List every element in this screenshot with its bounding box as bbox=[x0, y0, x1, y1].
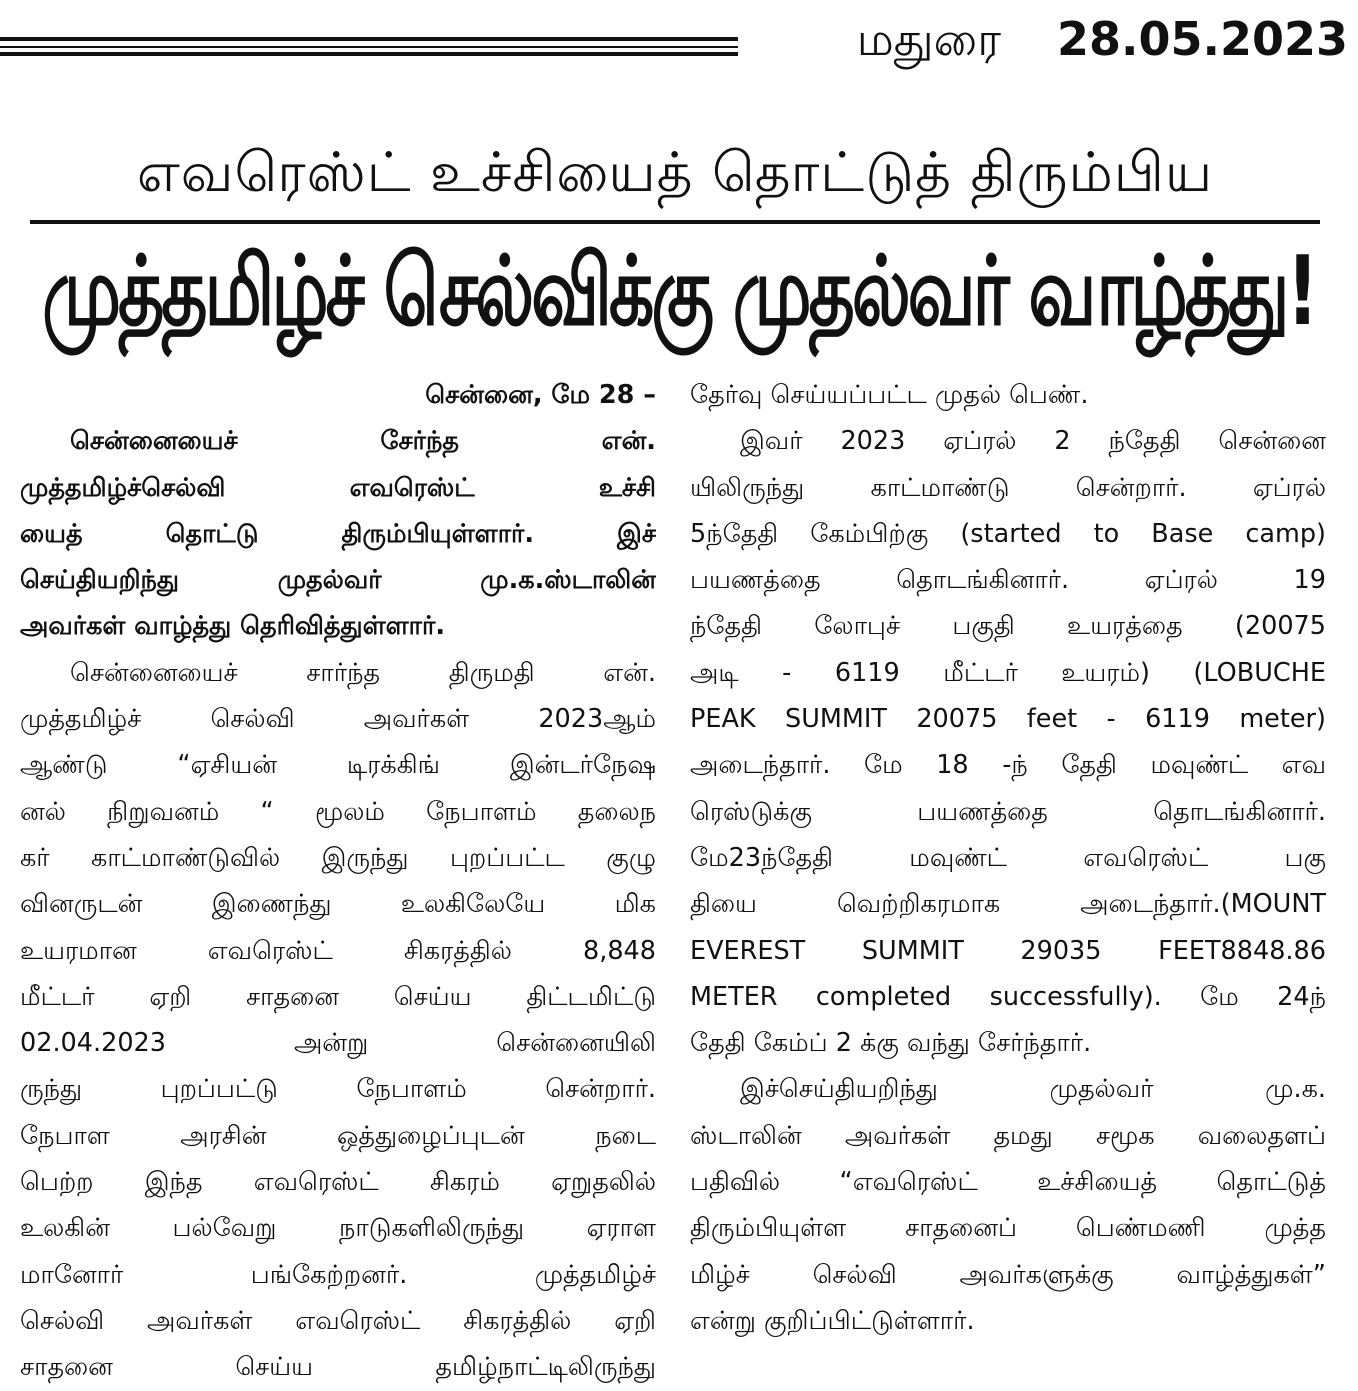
article-line: சென்னையைச் சேர்ந்த என். bbox=[70, 426, 656, 457]
article-line: மிழ்ச் செல்வி அவர்களுக்கு வாழ்த்துகள்” bbox=[690, 1259, 1326, 1290]
article-line: ருந்து புறப்பட்டு நேபாளம் சென்றார். bbox=[20, 1074, 656, 1105]
article-line: கர் காட்மாண்டுவில் இருந்து புறப்பட்ட குழு bbox=[20, 842, 656, 873]
masthead bbox=[0, 0, 1358, 90]
article-line: ஆண்டு “ஏசியன் டிரக்கிங் இன்டர்நேஷ bbox=[20, 750, 656, 781]
masthead-rule bbox=[0, 52, 738, 56]
article-line: உயரமான எவரெஸ்ட் சிகரத்தில் 8,848 bbox=[20, 935, 656, 966]
article-line: அடைந்தார். மே 18 -ந் தேதி மவுண்ட் எவ bbox=[690, 750, 1326, 781]
edition-date: 28.05.2023 bbox=[1056, 12, 1348, 66]
article-line: திரும்பியுள்ள சாதனைப் பெண்மணி முத்த bbox=[690, 1213, 1326, 1244]
article-line: உலகின் பல்வேறு நாடுகளிலிருந்து ஏராள bbox=[20, 1213, 656, 1244]
article-line: தியை வெற்றிகரமாக அடைந்தார்.(MOUNT bbox=[690, 889, 1326, 920]
article-line: 5ந்தேதி கேம்பிற்கு (started to Base camp) bbox=[690, 518, 1326, 549]
article-line: சென்னை, மே 28 – bbox=[425, 380, 656, 410]
article-line: முத்தமிழ்ச் செல்வி அவர்கள் 2023ஆம் bbox=[20, 704, 656, 735]
article-line: தேதி கேம்ப் 2 க்கு வந்து சேர்ந்தார். bbox=[690, 1028, 1092, 1059]
article-line: இவர் 2023 ஏப்ரல் 2 ந்தேதி சென்னை bbox=[740, 426, 1326, 457]
article-column-left bbox=[20, 372, 656, 1391]
article-column-right bbox=[690, 372, 1326, 1344]
kicker-headline: எவரெஸ்ட் உச்சியைத் தொட்டுத் திரும்பிய bbox=[30, 140, 1320, 224]
article-line: பதிவில் “எவரெஸ்ட் உச்சியைத் தொட்டுத் bbox=[690, 1167, 1326, 1198]
article-line: தேர்வு செய்யப்பட்ட முதல் பெண். bbox=[690, 380, 1089, 410]
article-line: முத்தமிழ்ச்செல்வி எவரெஸ்ட் உச்சி bbox=[20, 472, 656, 503]
article-line: யைத் தொட்டு திரும்பியுள்ளார். இச் bbox=[20, 518, 656, 549]
article-line: METER completed successfully). மே 24ந் bbox=[690, 981, 1326, 1012]
article-line: அடி - 6119 மீட்டர் உயரம்) (LOBUCHE bbox=[690, 657, 1326, 688]
article-line: ரெஸ்டுக்கு பயணத்தை தொடங்கினார். bbox=[690, 796, 1326, 827]
article-line: செய்தியறிந்து முதல்வர் மு.க.ஸ்டாலின் bbox=[20, 565, 656, 596]
article-line: நேபாள அரசின் ஒத்துழைப்புடன் நடை bbox=[20, 1120, 656, 1151]
main-headline: முத்தமிழ்ச் செல்விக்கு முதல்வர் வாழ்த்து! bbox=[42, 235, 1316, 348]
article-line: மானோர் பங்கேற்றனர். முத்தமிழ்ச் bbox=[20, 1259, 656, 1290]
article-line: பெற்ற இந்த எவரெஸ்ட் சிகரம் ஏறுதலில் bbox=[20, 1167, 656, 1198]
article-line: ஸ்டாலின் அவர்கள் தமது சமூக வலைதளப் bbox=[690, 1120, 1326, 1151]
article-line: பயணத்தை தொடங்கினார். ஏப்ரல் 19 bbox=[690, 565, 1326, 596]
article-line: 02.04.2023 அன்று சென்னையிலி bbox=[20, 1028, 656, 1059]
masthead-rule bbox=[0, 37, 738, 41]
article-line: சென்னையைச் சார்ந்த திருமதி என். bbox=[70, 657, 656, 688]
edition-place: மதுரை bbox=[856, 12, 1001, 66]
article-line: EVEREST SUMMIT 29035 FEET8848.86 bbox=[690, 935, 1326, 966]
article-line: PEAK SUMMIT 20075 feet - 6119 meter) bbox=[690, 704, 1326, 735]
article-line: மே23ந்தேதி மவுண்ட் எவரெஸ்ட் பகு bbox=[690, 842, 1326, 873]
article-line: யிலிருந்து காட்மாண்டு சென்றார். ஏப்ரல் bbox=[690, 472, 1326, 503]
article-line: சாதனை செய்ய தமிழ்நாட்டிலிருந்து bbox=[20, 1352, 656, 1383]
article-line: வினருடன் இணைந்து உலகிலேயே மிக bbox=[20, 889, 656, 920]
article-line: செல்வி அவர்கள் எவரெஸ்ட் சிகரத்தில் ஏறி bbox=[20, 1305, 656, 1336]
masthead-rule bbox=[0, 46, 738, 48]
article-line: அவர்கள் வாழ்த்து தெரிவித்துள்ளார். bbox=[20, 611, 446, 642]
dateline-header bbox=[857, 12, 1348, 73]
article-line: ந்தேதி லோபுச் பகுதி உயரத்தை (20075 bbox=[690, 611, 1326, 642]
article-line: இச்செய்தியறிந்து முதல்வர் மு.க. bbox=[740, 1074, 1326, 1105]
article-line: னல் நிறுவனம் “ மூலம் நேபாளம் தலைந bbox=[20, 796, 656, 827]
article-line: மீட்டர் ஏறி சாதனை செய்ய திட்டமிட்டு bbox=[20, 981, 656, 1012]
article-line: என்று குறிப்பிட்டுள்ளார். bbox=[690, 1305, 975, 1336]
